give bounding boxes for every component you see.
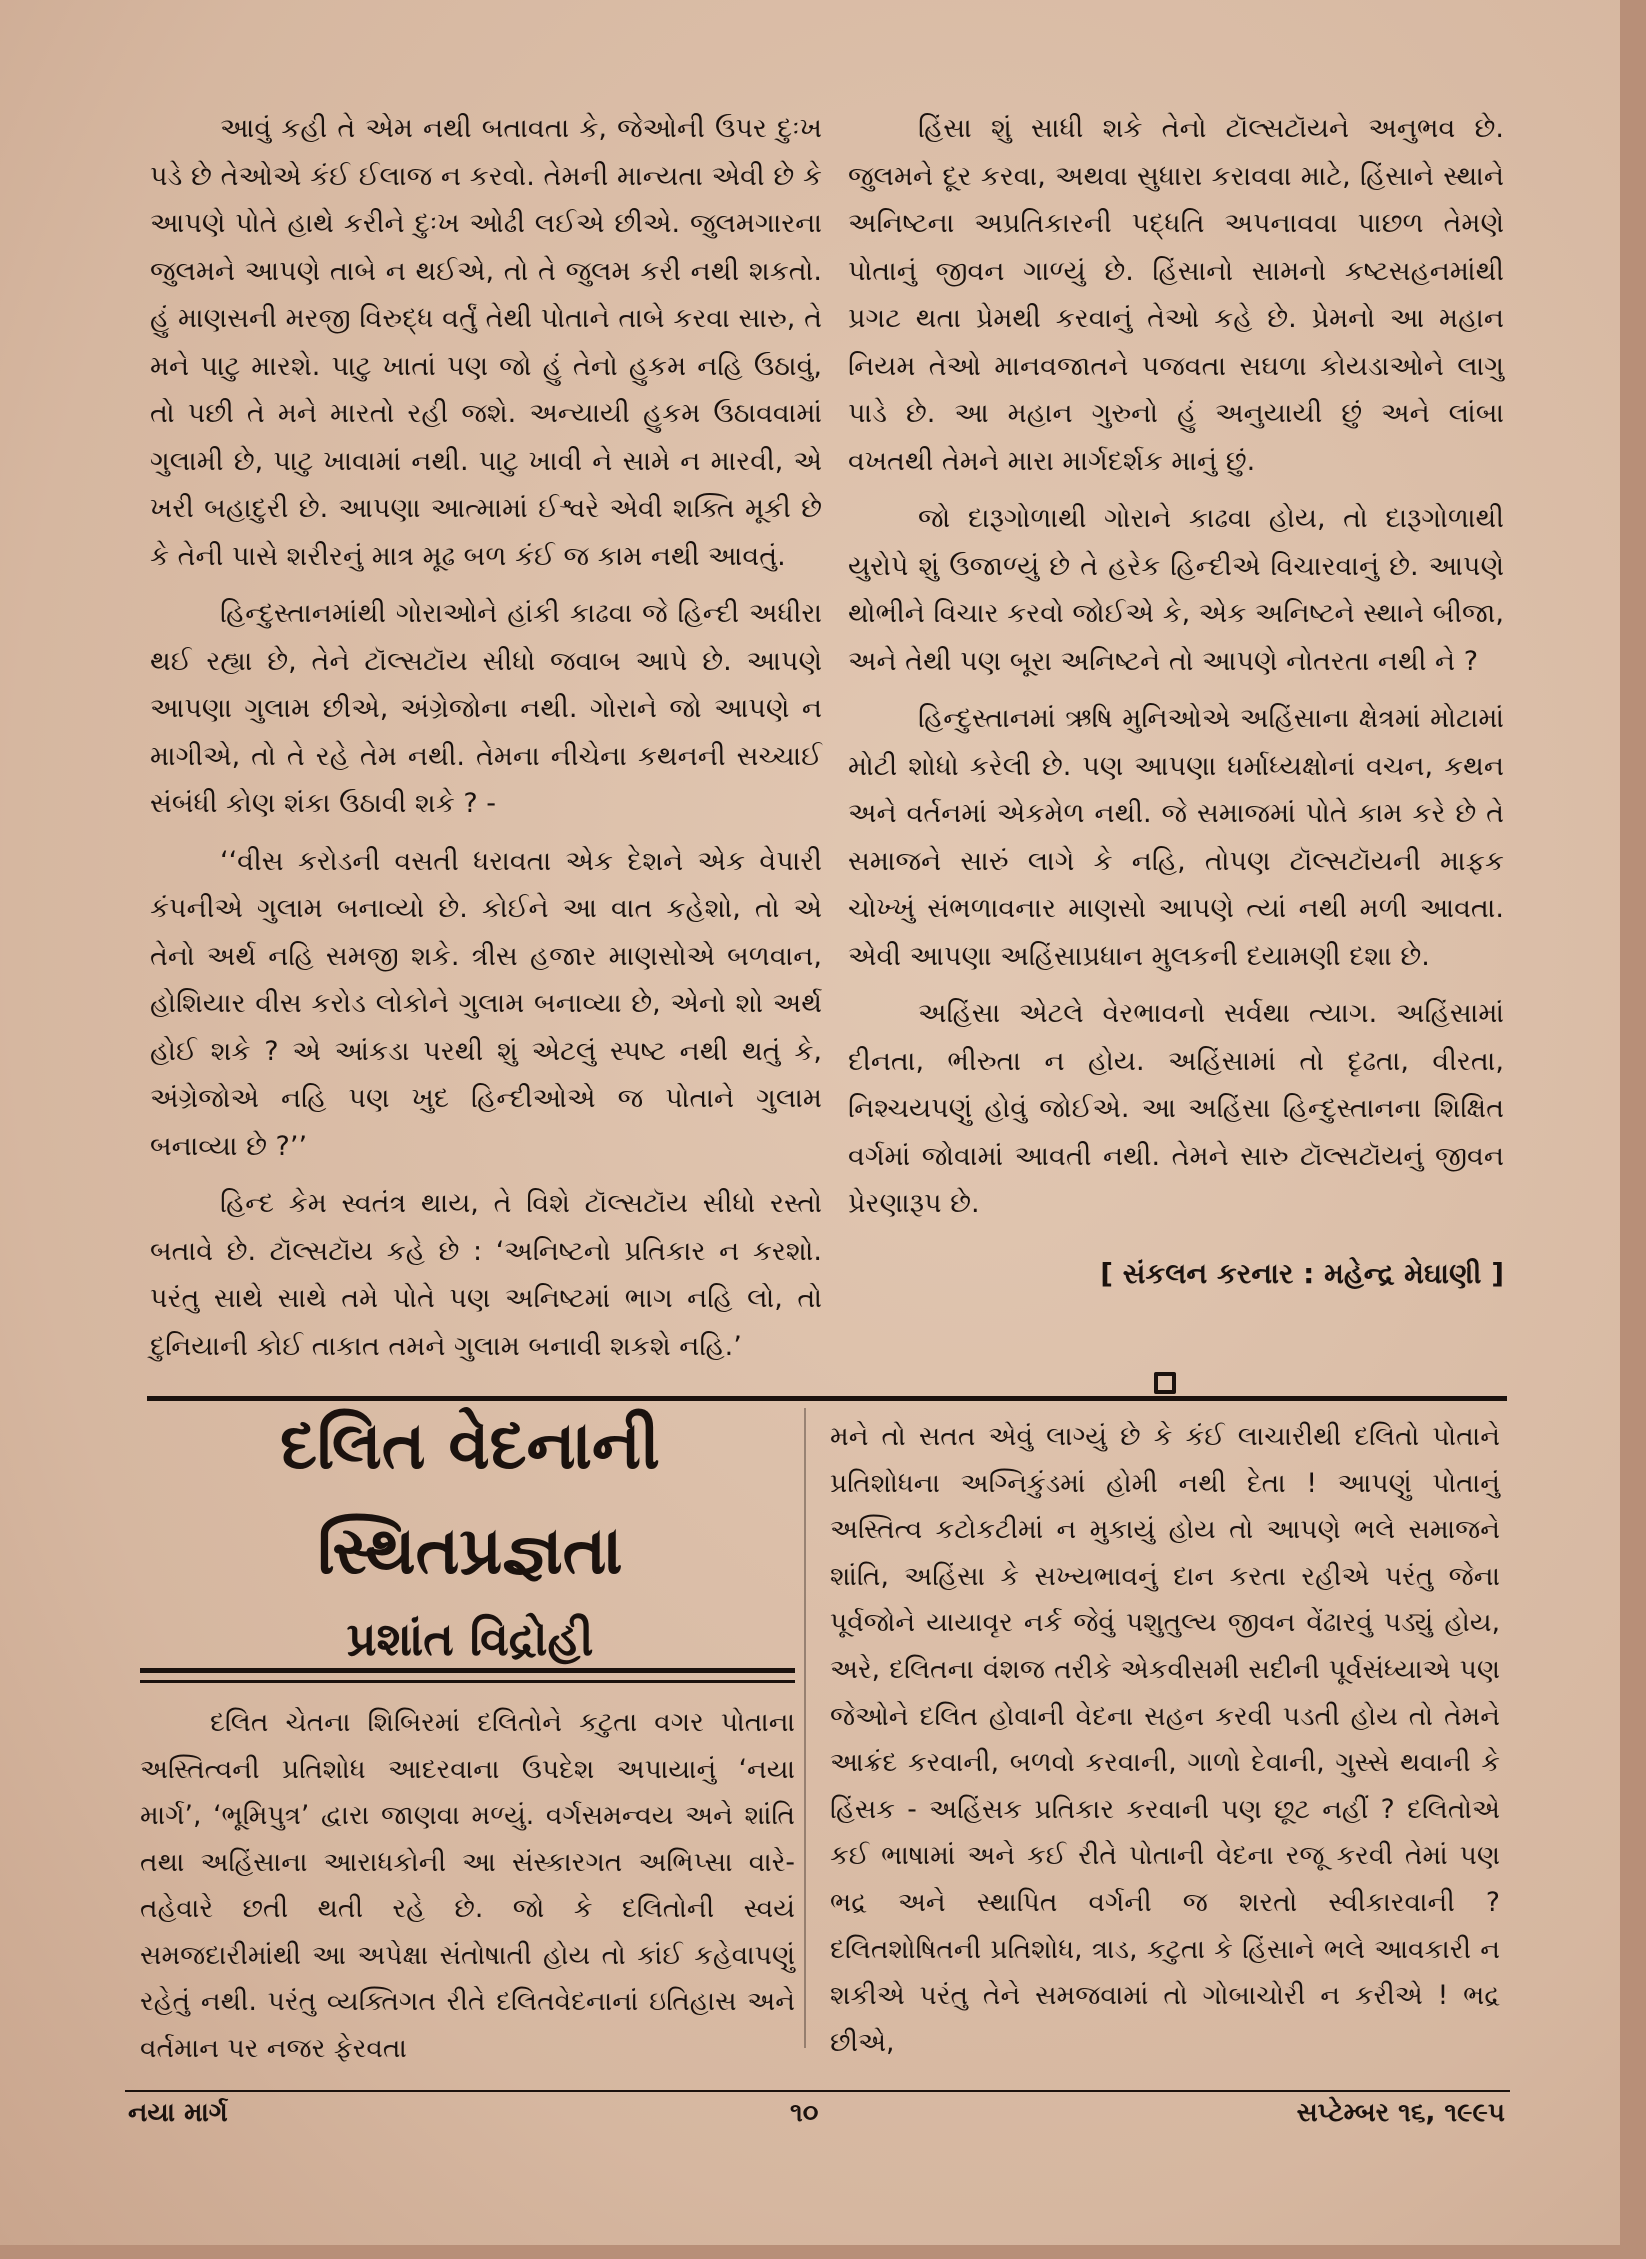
paragraph: હિન્દુસ્તાનમાં ઋષિ મુનિઓએ અહિંસાના ક્ષેત્રમાં મોટામાં મોટી શોધો કરેલી છે. પણ આપણા ધર્માધ્યક્ષોનાં વચન, કથન અને વર્તનમાં એકમેળ નથી. જે સમાજમાં પોતે કામ કરે છે તે સમાજને સારું લાગે કે નહિ, તોપણ ટૉલ્સટૉયની માફક ચોખ્ખું સંભળાવનાર માણસો આપણે ત્યાં નથી મળી આવતા. એવી આપણા અહિંસાપ્રધાન મુલકની દયામણી દશા છે. bbox=[848, 703, 1504, 972]
top-left-column bbox=[150, 105, 822, 1380]
paragraph: આવું કહી તે એમ નથી બતાવતા કે, જેઓની ઉપર દુઃખ પડે છે તેઓએ કંઈ ઈલાજ ન કરવો. તેમની માન્યતા એવી છે કે આપણે પોતે હાથે કરીને દુઃખ ઓઢી લઈએ છીએ. જુલમગારના જુલમને આપણે તાબે ન થઈએ, તો તે જુલમ કરી નથી શકતો. હું માણસની મરજી વિરુદ્ધ વર્તું તેથી પોતાને તાબે કરવા સારુ, તે મને પાટુ મારશે. પાટુ ખાતાં પણ જો હું તેનો હુકમ નહિ ઉઠાવું, તો પછી તે મને મારતો રહી જશે. અન્યાયી હુકમ ઉઠાવવામાં ગુલામી છે, પાટુ ખાવામાં નથી. પાટુ ખાવી ને સામે ન મારવી, એ ખરી બહાદુરી છે. આપણા આત્મામાં ઈશ્વરે એવી શક્તિ મૂકી છે કે તેની પાસે શરીરનું માત્ર મૂઢ બળ કંઈ જ કામ નથી આવતું. bbox=[150, 113, 822, 572]
bottom-right-column bbox=[830, 1414, 1500, 2076]
article-author: પ્રશાંત વિદ્રોહી bbox=[346, 1612, 594, 1666]
compiler-credit: [ સંકલન કરનાર : મહેન્દ્ર મેઘાણી ] bbox=[1100, 1256, 1504, 1290]
paragraph: અહિંસા એટલે વેરભાવનો સર્વથા ત્યાગ. અહિંસામાં દીનતા, ભીરુતા ન હોય. અહિંસામાં તો દૃઢતા, વીરતા, નિશ્ચયપણું હોવું જોઈએ. આ અહિંસા હિન્દુસ્તાનના શિક્ષિત વર્ગમાં જોવામાં આવતી નથી. તેમને સારુ ટૉલ્સટૉયનું જીવન પ્રેરણારૂપ છે. bbox=[848, 998, 1504, 1219]
publication-name: નયા માર્ગ bbox=[128, 2098, 228, 2128]
title-rule-thin bbox=[140, 1680, 795, 1683]
paragraph: હિંસા શું સાધી શકે તેનો ટૉલ્સટૉયને અનુભવ છે. જુલમને દૂર કરવા, અથવા સુધારા કરાવવા માટે, હિંસાને સ્થાને અનિષ્ટના અપ્રતિકારની પદ્ધતિ અપનાવવા પાછળ તેમણે પોતાનું જીવન ગાળ્યું છે. હિંસાનો સામનો કષ્ટસહનમાંથી પ્રગટ થતા પ્રેમથી કરવાનું તેઓ કહે છે. પ્રેમનો આ મહાન નિયમ તેઓ માનવજાતને પજવતા સઘળા કોયડાઓને લાગુ પાડે છે. આ મહાન ગુરુનો હું અનુયાયી છું અને લાંબા વખતથી તેમને મારા માર્ગદર્શક માનું છું. bbox=[848, 113, 1504, 477]
column-divider bbox=[804, 1408, 806, 2048]
top-right-column bbox=[848, 105, 1504, 1297]
page-number: ૧૦ bbox=[790, 2098, 819, 2128]
section-divider bbox=[147, 1396, 1507, 1401]
end-of-article-icon bbox=[1154, 1372, 1176, 1394]
issue-date: સપ્ટેમ્બર ૧૬, ૧૯૯૫ bbox=[1296, 2098, 1505, 2128]
paragraph: જો દારૂગોળાથી ગોરાને કાઢવા હોય, તો દારૂગોળાથી યુરોપે શું ઉજાળ્યું છે તે હરેક હિન્દીએ વિચારવાનું છે. આપણે થોભીને વિચાર કરવો જોઈએ કે, એક અનિષ્ટને સ્થાને બીજા, અને તેથી પણ બૂરા અનિષ્ટને તો આપણે નોતરતા નથી ને ? bbox=[848, 503, 1504, 677]
bottom-left-column bbox=[140, 1700, 795, 2082]
article-title-line1: દલિત વેદનાની bbox=[280, 1407, 660, 1484]
title-rule bbox=[140, 1668, 795, 1673]
paragraph: મને તો સતત એવું લાગ્યું છે કે કંઈ લાચારીથી દલિતો પોતાને પ્રતિશોધના અગ્નિકુંડમાં હોમી નથી દેતા ! આપણું પોતાનું અસ્તિત્વ કટોકટીમાં ન મુકાયું હોય તો આપણે ભલે સમાજને શાંતિ, અહિંસા કે સખ્યભાવનું દાન કરતા રહીએ પરંતુ જેના પૂર્વજોને યાયાવૃર નર્ક જેવું પશુતુલ્ય જીવન વેંઢારવું પડ્યું હોય, અરે, દલિતના વંશજ તરીકે એકવીસમી સદીની પૂર્વસંધ્યાએ પણ જેઓને દલિત હોવાની વેદના સહન કરવી પડતી હોય તો તેમને આક્રંદ કરવાની, બળવો કરવાની, ગાળો દેવાની, ગુસ્સે થવાની કે હિંસક - અહિંસક પ્રતિકાર કરવાની પણ છૂટ નહીં ? દલિતોએ કઈ ભાષામાં અને કઈ રીતે પોતાની વેદના રજૂ કરવી તેમાં પણ ભદ્ર અને સ્થાપિત વર્ગની જ શરતો સ્વીકારવાની ? દલિતશોષિતની પ્રતિશોધ, ત્રાડ, કટુતા કે હિંસાને ભલે આવકારી ન શકીએ પરંતુ તેને સમજવામાં તો ગોબાચોરી ન કરીએ ! ભદ્ર છીએ, bbox=[830, 1421, 1500, 2058]
quotation-paragraph: ‘‘વીસ કરોડની વસતી ધરાવતા એક દેશને એક વેપારી કંપનીએ ગુલામ બનાવ્યો છે. કોઈને આ વાત કહેશો, તો એ તેનો અર્થ નહિ સમજી શકે. ત્રીસ હજાર માણસોએ બળવાન, હોશિયાર વીસ કરોડ લોકોને ગુલામ બનાવ્યા છે, એનો શો અર્થ હોઈ શકે ? એ આંકડા પરથી શું એટલું સ્પષ્ટ નથી થતું કે, અંગ્રેજોએ નહિ પણ ખુદ હિન્દીઓએ જ પોતાને ગુલામ બનાવ્યા છે ?’’ bbox=[150, 845, 822, 1162]
paragraph: દલિત ચેતના શિબિરમાં દલિતોને કટુતા વગર પોતાના અસ્તિત્વની પ્રતિશોધ આદરવાના ઉપદેશ અપાયાનું ‘નયા માર્ગ’, ‘ભૂમિપુત્ર’ દ્વારા જાણવા મળ્યું. વર્ગસમન્વય અને શાંતિ તથા અહિંસાના આરાધકોની આ સંસ્કારગત અભિપ્સા વારે-તહેવારે છતી થતી રહે છે. જો કે દલિતોની સ્વયં સમજદારીમાંથી આ અપેક્ષા સંતોષાતી હોય તો કાંઈ કહેવાપણું રહેતું નથી. પરંતુ વ્યક્તિગત રીતે દલિતવેદનાનાં ઇતિહાસ અને વર્તમાન પર નજર ફેરવતા bbox=[140, 1707, 795, 2064]
footer-rule bbox=[125, 2090, 1510, 2092]
article-title-line2: સ્થિતપ્રજ્ઞતા bbox=[317, 1512, 623, 1589]
paragraph: હિન્દુસ્તાનમાંથી ગોરાઓને હાંકી કાઢવા જે હિન્દી અધીરા થઈ રહ્યા છે, તેને ટૉલ્સટૉય સીધો જવાબ આપે છે. આપણે આપણા ગુલામ છીએ, અંગ્રેજોના નથી. ગોરાને જો આપણે ન માગીએ, તો તે રહે તેમ નથી. તેમના નીચેના કથનની સચ્ચાઈ સંબંધી કોણ શંકા ઉઠાવી શકે ? - bbox=[150, 598, 822, 819]
paragraph: હિન્દ કેમ સ્વતંત્ર થાય, તે વિશે ટૉલ્સટૉય સીધો રસ્તો બતાવે છે. ટૉલ્સટૉય કહે છે : ‘અનિષ્ટનો પ્રતિકાર ન કરશો. પરંતુ સાથે સાથે તમે પોતે પણ અનિષ્ટમાં ભાગ નહિ લો, તો દુનિયાની કોઈ તાકાત તમને ગુલામ બનાવી શકશે નહિ.’ bbox=[150, 1188, 822, 1362]
